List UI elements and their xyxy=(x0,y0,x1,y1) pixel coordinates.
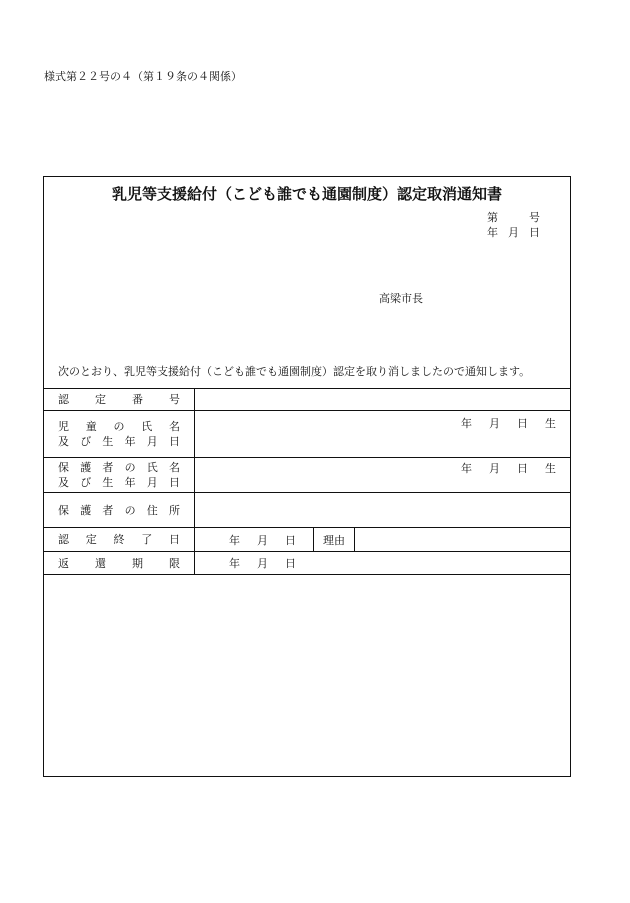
details-table xyxy=(44,388,570,575)
guardian-birth-date: 年 月 日 生 xyxy=(461,462,556,475)
row-guardian-address xyxy=(44,493,570,528)
label-child-name-dob: 児 童 の 氏 名 及 び 生 年 月 日 xyxy=(44,411,195,458)
notice-frame xyxy=(43,176,571,777)
issue-number xyxy=(487,209,540,225)
form-number: 様式第２２号の４（第１９条の４関係） xyxy=(44,70,242,83)
value-return-deadline[interactable]: 年 月 日 xyxy=(195,552,571,575)
row-end-date xyxy=(44,528,570,552)
value-end-date xyxy=(195,528,571,552)
label-return-deadline: 返 還 期 限 xyxy=(44,552,195,575)
reason-field[interactable] xyxy=(355,528,570,551)
issuer-name: 高梁市長 xyxy=(379,292,423,305)
row-certification-number xyxy=(44,389,570,411)
issue-date-month: 月 xyxy=(508,226,519,239)
value-guardian-address[interactable] xyxy=(195,493,571,528)
issue-number-prefix: 第 xyxy=(487,211,498,224)
notice-text: 次のとおり、乳児等支援給付（こども誰でも通園制度）認定を取り消しましたので通知します。 xyxy=(58,365,531,378)
issue-date xyxy=(487,224,540,240)
value-certification-number[interactable] xyxy=(195,389,571,411)
row-return-deadline xyxy=(44,552,570,575)
value-child-name-dob[interactable] xyxy=(195,411,571,458)
row-child xyxy=(44,411,570,458)
end-date-field[interactable]: 年 月 日 xyxy=(195,528,314,551)
issue-date-day: 日 xyxy=(529,226,540,239)
label-guardian-address: 保 護 者 の 住 所 xyxy=(44,493,195,528)
child-birth-date: 年 月 日 生 xyxy=(461,417,556,430)
label-guardian-name-dob: 保 護 者 の 氏 名 及 び 生 年 月 日 xyxy=(44,458,195,493)
document-title: 乳児等支援給付（こども誰でも通園制度）認定取消通知書 xyxy=(111,185,502,203)
reason-label: 理由 xyxy=(314,528,355,551)
row-guardian xyxy=(44,458,570,493)
issue-date-year: 年 xyxy=(487,226,498,239)
label-certification-number: 認 定 番 号 xyxy=(44,389,195,411)
value-guardian-name-dob[interactable] xyxy=(195,458,571,493)
issue-number-suffix: 号 xyxy=(529,211,540,224)
label-end-date: 認 定 終 了 日 xyxy=(44,528,195,552)
